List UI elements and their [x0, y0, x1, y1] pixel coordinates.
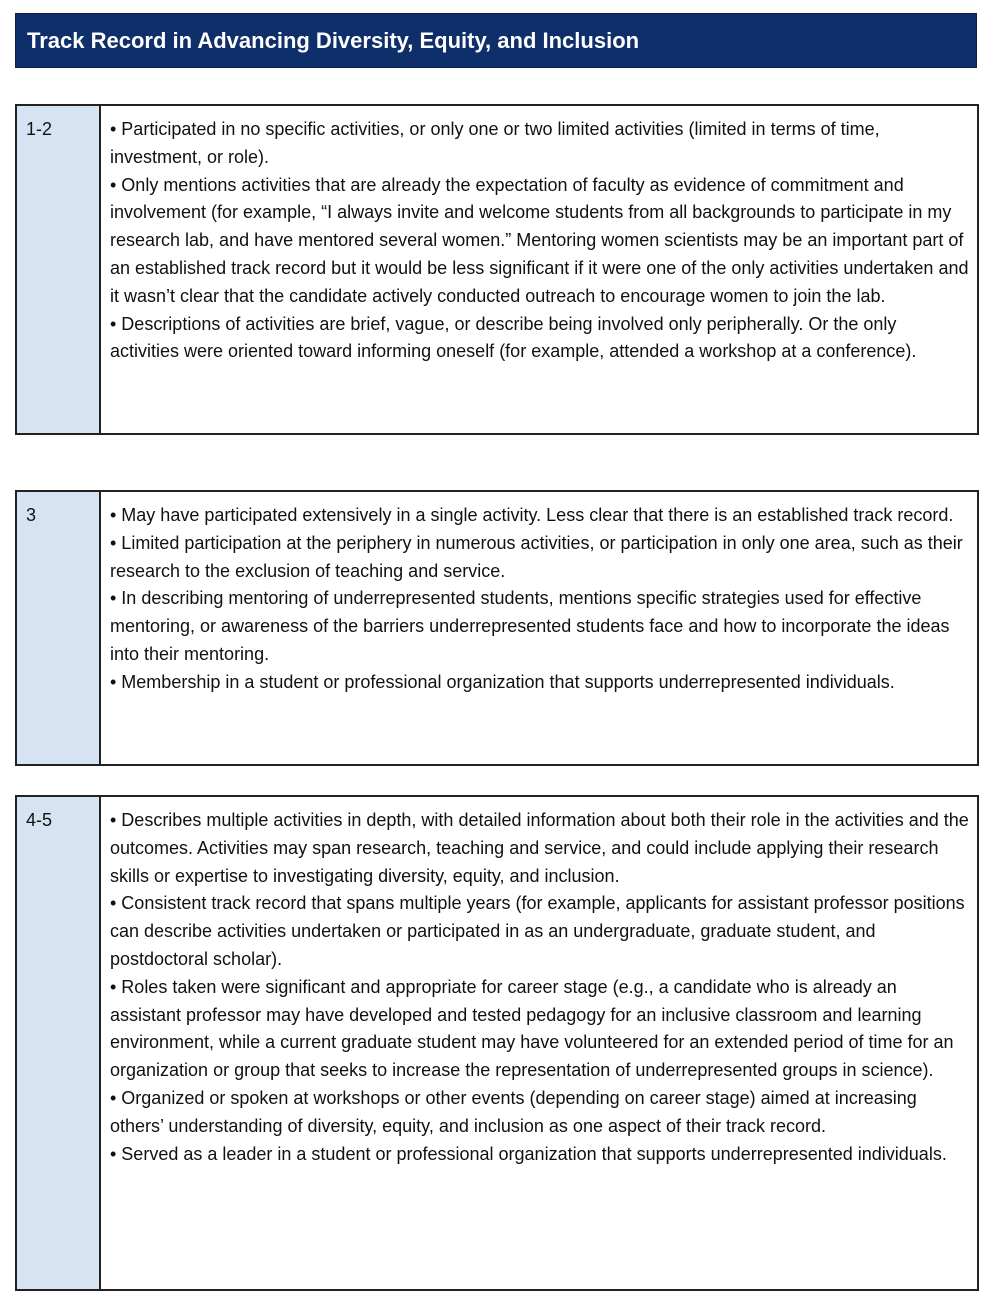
criteria-bullet: • Describes multiple activities in depth, with detailed information about both their role in the activities and the outcomes. Activities may span research, teaching and service, and could include applying their research skills or expertise to investigating diversity, equity, and inclusion. — [110, 810, 969, 886]
criteria-bullet: • Organized or spoken at workshops or other events (depending on career stage) aimed at increasing others’ understanding of diversity, equity, and inclusion as one aspect of their track record. — [110, 1087, 917, 1136]
rubric-row-1-2 — [15, 104, 979, 435]
rubric-row-3 — [15, 490, 979, 766]
description-cell — [101, 492, 977, 764]
criteria-bullet: • Participated in no specific activities, or only one or two limited activities (limited in terms of time, investment, or role). — [110, 119, 880, 167]
criteria-bullet: • Descriptions of activities are brief, vague, or describe being involved only peripherally. Or the only activities were oriented toward informing oneself (for example, attended a workshop at a conference). — [110, 313, 917, 362]
criteria-bullet: • Limited participation at the periphery in numerous activities, or participation in only one area, such as their research to the exclusion of teaching and service. — [110, 532, 963, 581]
criteria-bullet: • Only mentions activities that are already the expectation of faculty as evidence of commitment and involvement (for example, “I always invite and welcome students from all backgrounds to participate in my research lab, and have mentored several women.” Mentoring women scientists may be an important part of an established track record but it would be less significant if it were one of the only activities undertaken and it wasn’t clear that the candidate actively conducted outreach to encourage women to join the lab. — [110, 174, 969, 306]
criteria-bullet: • Roles taken were significant and appropriate for career stage (e.g., a candidate who is already an assistant professor may have developed and tested pedagogy for an inclusive classroom and learning environment, while a current graduate student may have volunteered for an extended period of time for an organization or group that seeks to increase the representation of underrepresented groups in science). — [110, 976, 954, 1081]
score-cell: 4-5 — [17, 797, 101, 1289]
page-title: Track Record in Advancing Diversity, Equity, and Inclusion — [27, 28, 640, 53]
description-cell — [101, 106, 977, 433]
rubric-row-4-5 — [15, 795, 979, 1291]
criteria-bullet: • Membership in a student or professional organization that supports underrepresented individuals. — [110, 671, 895, 692]
criteria-bullet: • In describing mentoring of underrepresented students, mentions specific strategies used for effective mentoring, or awareness of the barriers underrepresented students face and how to incorporate the ideas into their mentoring. — [110, 588, 950, 664]
criteria-bullet: • Consistent track record that spans multiple years (for example, applicants for assistant professor positions can describe activities undertaken or participated in as an undergraduate, graduate student, and postdoctoral scholar). — [110, 893, 965, 969]
score-cell: 1-2 — [17, 106, 101, 433]
score-cell: 3 — [17, 492, 101, 764]
criteria-bullet: • May have participated extensively in a single activity. Less clear that there is an established track record. — [110, 505, 954, 525]
description-cell — [101, 797, 977, 1289]
section-header — [15, 13, 977, 68]
criteria-bullet: • Served as a leader in a student or professional organization that supports underrepresented individuals. — [110, 1143, 947, 1164]
